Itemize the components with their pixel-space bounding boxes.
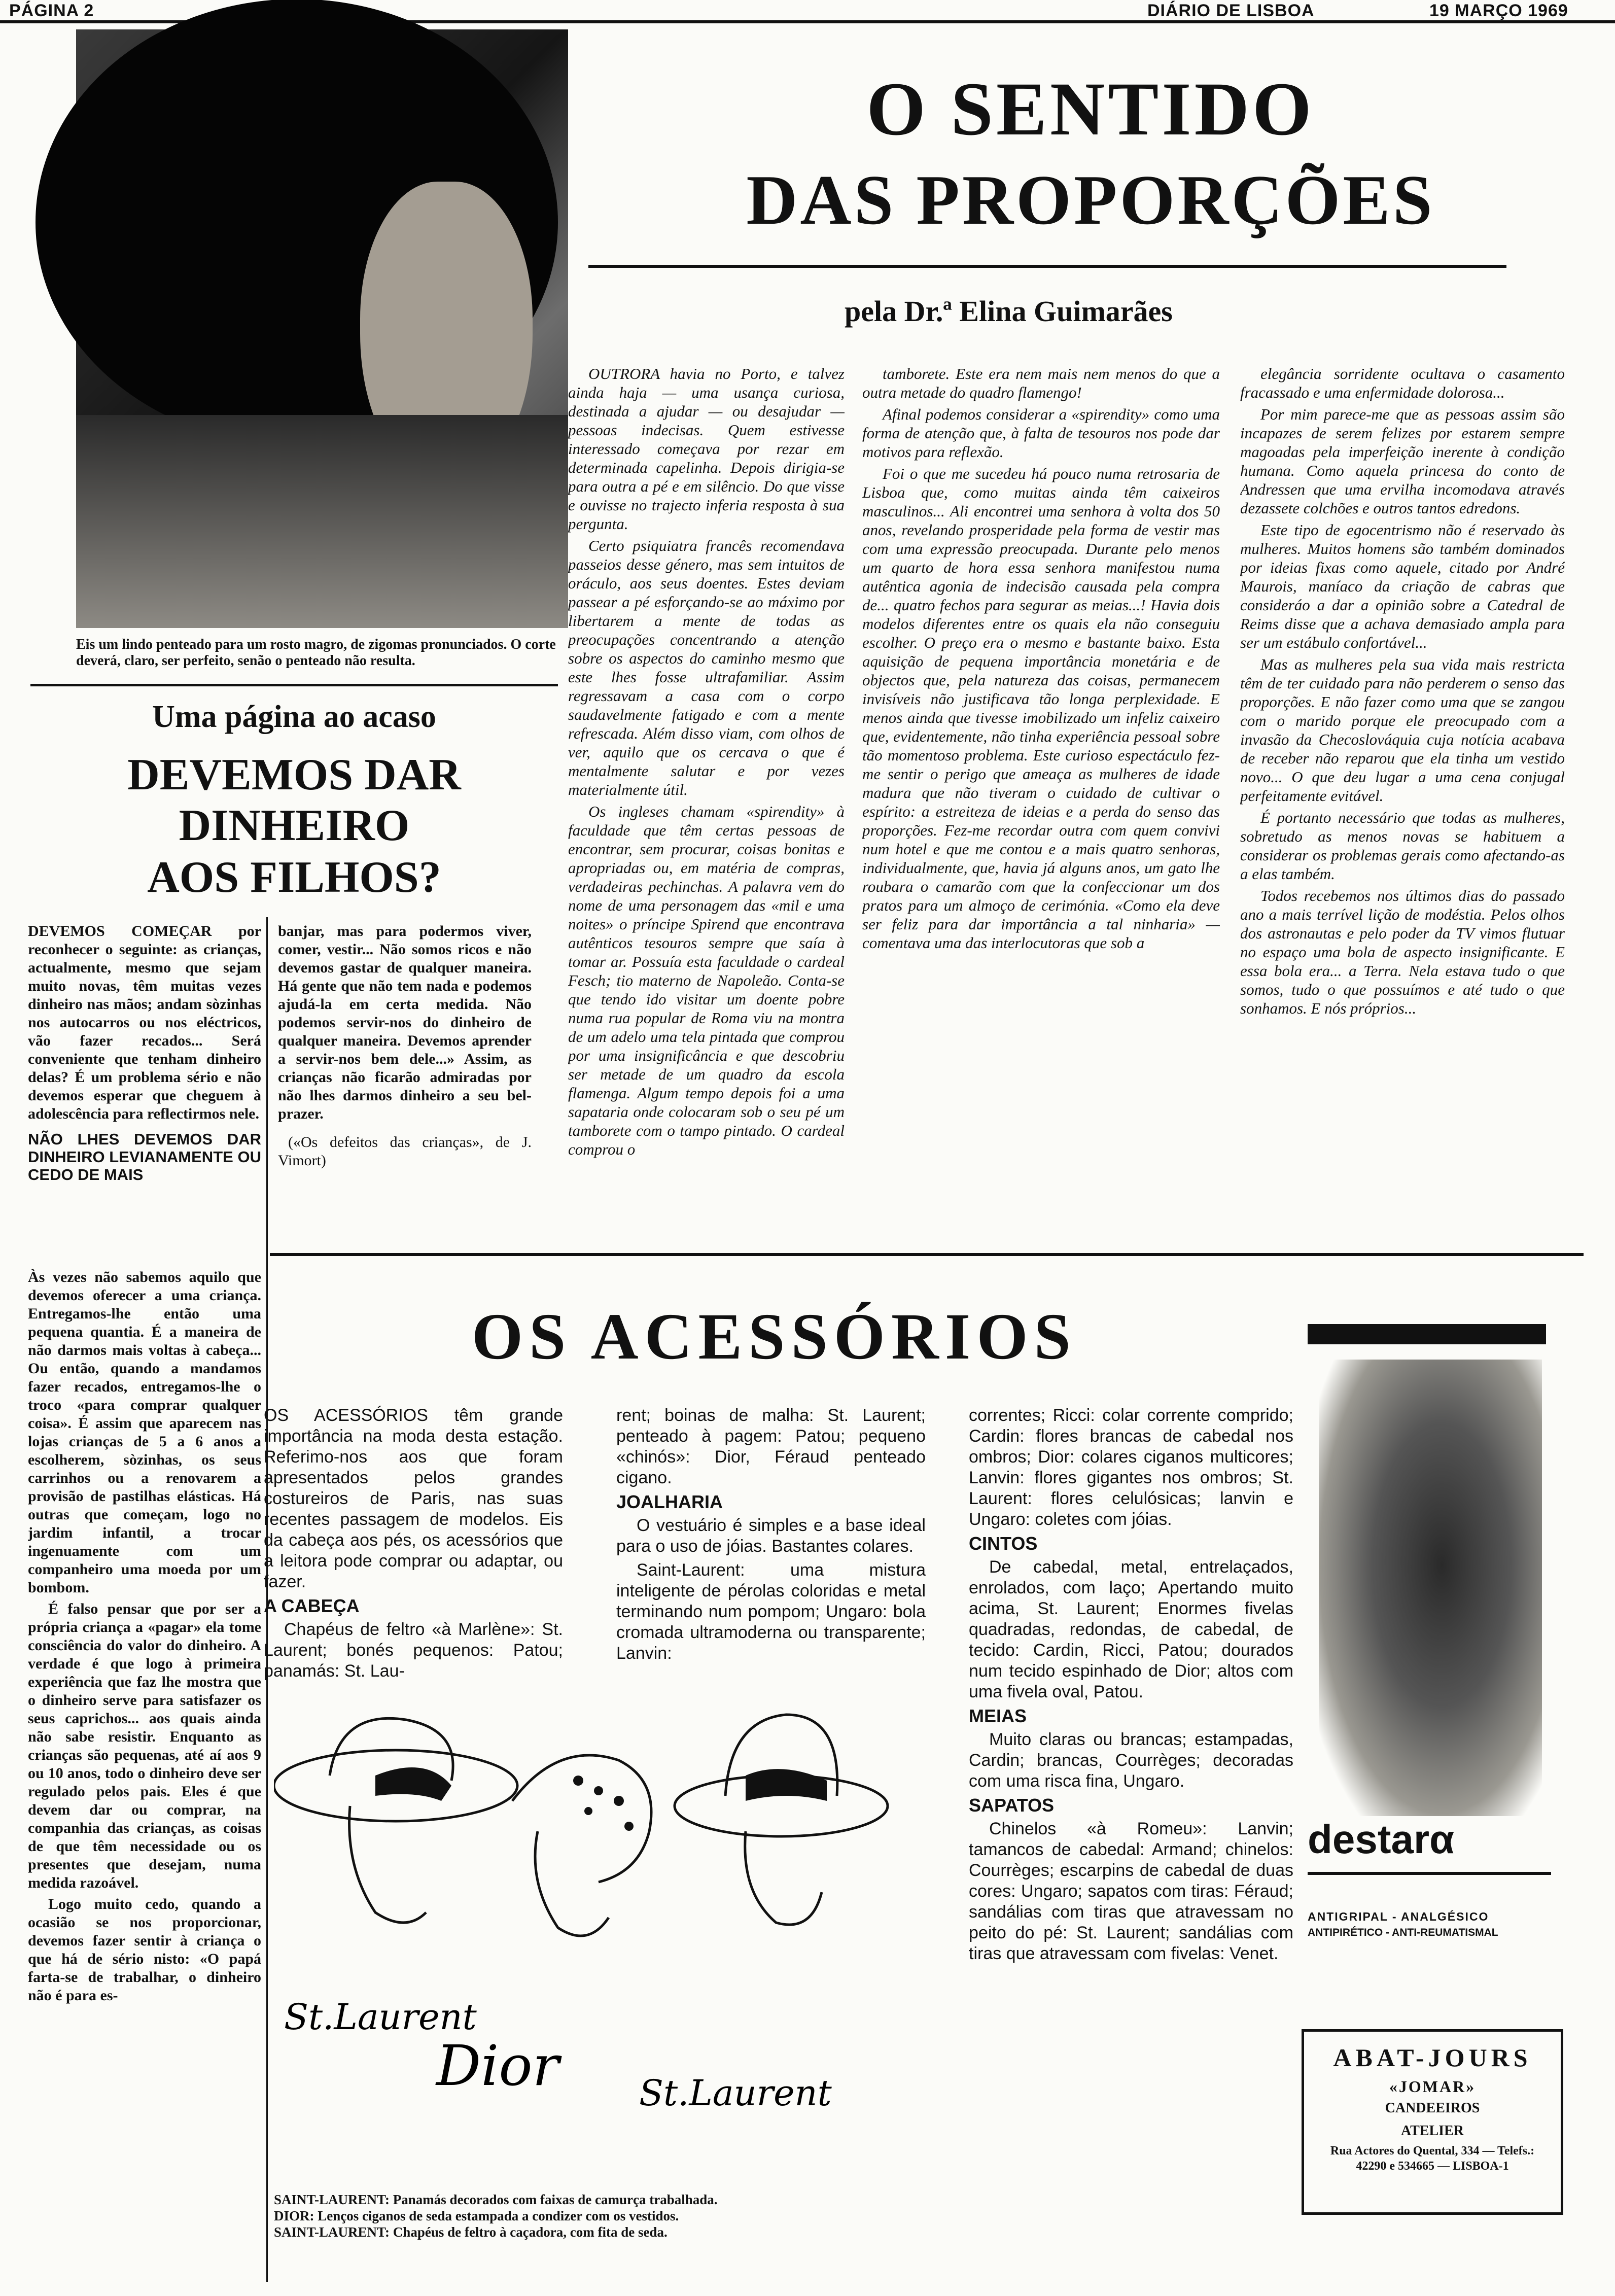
main-article-column-3 — [1240, 364, 1565, 1262]
paragraph: Às vezes não sabemos aquilo que devemos oferecer a uma criança. Entregamos-lhe então uma pequena quantia. É a maneira de não darmos mais voltas à cabeça... Ou então, quando a mandamos fazer recados, entregamos-lhe o troco «para comprar qualquer coisa». É assim que aparecem nas lojas crianças de 5 a 6 anos a escolherem, sòzinhas, os seus carrinhos ou a renovarem a provisão de pastilhas elásticas. Há outras que começam, logo no jardim infantil, a trocar ingenuamente com um companheiro uma moeda por um bombom. — [28, 1269, 261, 1596]
caption-line: SAINT-LAURENT: Panamás decorados com faixas de camurça trabalhada. — [274, 2192, 718, 2207]
ad-brand: destarα — [1308, 1817, 1455, 1862]
accessories-title: OS ACESSÓRIOS — [472, 1300, 1077, 1373]
abat-name: «JOMAR» — [1389, 2077, 1476, 2096]
side-column-a — [28, 922, 261, 1196]
ad-illustration — [1319, 1360, 1542, 1816]
paragraph: rent; boinas de malha: St. Laurent; penteado à pagem: Patou; pequeno «chinós»: Dior, Féraud penteado cigano. — [616, 1406, 926, 1487]
paragraph: É falso pensar que por ser a própria criança a «pagar» ela tome consciência do valor do dinheiro. A verdade é que logo à primeira experiência que faz lhe mostra que o dinheiro serve para satisfazer os seus caprichos... aos quais ainda não sabe resistir. Enquanto as crianças são pequenas, até aí aos 9 ou 10 anos, todo o dinheiro deve ser regulado pelos pais. Eles é que devem dar ou comprar, na companhia das crianças, as coisas de que têm necessidade ou os presentes que desejam, numa medida razoável. — [28, 1601, 261, 1891]
paragraph: Saint-Laurent: uma mistura inteligente de pérolas coloridas e metal terminando num pompom; Ungaro: bola cromada ultramoderna ou transparente; Lanvin: — [616, 1560, 926, 1663]
face-outline-2 — [535, 1831, 609, 1936]
section-heading: SAPATOS — [969, 1795, 1055, 1816]
section-rule — [270, 1253, 1584, 1256]
main-title-line1: O SENTIDO — [866, 67, 1315, 151]
fashion-illustration — [274, 1699, 954, 2181]
issue-date: 19 MARÇO 1969 — [1429, 1, 1568, 20]
paragraph: correntes; Ricci: colar corrente comprido; Cardin: flores brancas de cabedal nos ombros; Dior: colares ciganos multicores; Lanvin: flores gigantes nos ombros; St. Laurent: flores celulósicas; lanvin e Ungaro: coletes com jóias. — [969, 1406, 1293, 1529]
paragraph: Mas as mulheres pela sua vida mais restricta têm de ter cuidado para não perderem o senso das proporções. E não fazer como uma que se zangou com o marido porque ele preocupado com a invasão da Checoslováquia cuja notícia acabava de receber não reparou que ela tinha um vestido novo... O que deu lugar a uma cena conjugal perfeitamente evitável. — [1240, 655, 1565, 805]
caption-line: SAINT-LAURENT: Chapéus de feltro à caçadora, com fita de seda. — [274, 2224, 668, 2240]
paragraph: É portanto necessário que todas as mulheres, sobretudo as menos novas se habituem a considerar os problemas gerais como afectando-as a elas também. — [1240, 809, 1565, 883]
signature-st-laurent-2: St.Laurent — [639, 2072, 832, 2114]
ad-tagline-2: ANTIPIRÉTICO - ANTI-REUMATISMAL — [1308, 1927, 1498, 1938]
paragraph: Os ingleses chamam «spirendity» à faculdade que têm certas pessoas de encontrar, sem procurar, coisas bonitas e apropriadas ou, em matéria de compras, verdadeiras pechinchas. A palavra vem do nome de uma personagem das «mil e uma noites» o príncipe Spirend que encontrava autênticos tesouros sempre que saía à tomar ar. Possuía esta faculdade o cardeal Fesch; tio materno de Napoleão. Conta-se que tendo ido visitar um doente pobre numa rua popular de Roma viu na montra de um adelo uma tela pintada que comprou por uma insignificância e que descobriu ser metade de um quadro da escola flamenga. Algum tempo depois foi a uma sapataria onde colocaram sob o seu pé um tamborete com o tampo pintado. O cardeal comprou o — [568, 803, 845, 1158]
ad-banner-bar — [1308, 1324, 1546, 1344]
paragraph: Este tipo de egocentrismo não é reservado às mulheres. Muitos homens são também dominados por ideias fixas como aquele, citado por André Maurois, maníaco da criação de cabras que consideráo a dar a opinião sobre a Catedral de Reims disse que a achava demasiado ampla para ser um estábulo confortável... — [1240, 521, 1565, 651]
portrait-photo — [76, 29, 568, 628]
signature-st-laurent-1: St.Laurent — [284, 1996, 477, 2038]
abat-atelier: ATELIER — [1401, 2123, 1464, 2139]
main-title-line2: DAS PROPORÇÕES — [746, 161, 1435, 239]
scarf-outline — [512, 1755, 651, 1882]
accessories-column-2 — [616, 1405, 926, 1730]
title-rule — [588, 265, 1506, 268]
side-title-line1: DEVEMOS DAR — [127, 750, 461, 799]
side-title-line2: DINHEIRO — [179, 801, 410, 850]
hat-shadow-2 — [746, 1769, 827, 1801]
abat-address: Rua Actores do Quental, 334 — Telefs.: 42290 e 534665 — LISBOA-1 — [1330, 2144, 1535, 2173]
main-article-column-1 — [568, 364, 845, 1262]
paragraph: Chinelos «à Romeu»: Lanvin; tamancos de cabedal: Armand; chinelos: Courrèges; escarpins de cabedal de duas cores: Ungaro; sapatos com tiras: Féraud; sandálias com tiras que atravessam no peito do pé: St. Laurent; sandálias com tiras que atravessam com fivelas: Venet. — [969, 1819, 1293, 1963]
main-article-column-2 — [862, 364, 1220, 1262]
section-heading: JOALHARIA — [616, 1491, 723, 1512]
abat-title: ABAT-JOURS — [1333, 2043, 1532, 2072]
side-kicker: Uma página ao acaso — [152, 700, 436, 734]
side-column-b — [278, 922, 532, 1206]
paragraph: Foi o que me sucedeu há pouco numa retrosaria de Lisboa que, como muitas ainda têm caixeiros masculinos... Ali encontrei uma senhora à volta dos 50 anos, revelando prosperidade pela forma de vestir mas com uma expressão preocupada. Durante pelo menos um quarto de hora essa senhora manifestou numa autêntica agonia de indecisão causada pela compra de... quatro fechos para segurar as meias...! Havia dois modelos diferentes entre os quais ela não conseguiu escolher. O preço era o mesmo e bastante baixo. Esta aquisição de pequena importância monetária e de objectos que, pela natureza das coisas, permanecem invisíveis não justificava tão longa perplexidade. E menos ainda que tivesse imobilizado um infeliz caixeiro que, evidentemente, não tinha experiência pessoal sobre tão momentoso problema. Este curioso espectáculo fez-me sentir o perigo que ameaça as mulheres de idade madura que não tiveram o cuidado de cultivar o espírito: a estreiteza de ideias e a perda do senso das proporções. Fez-me recordar outra com quem convivi num hotel e que me contou e a mais quatro senhoras, individualmente, que, havia já alguns anos, um gato lhe roubara o camarão com que la confeccionar um dos pratos para um almoço de cerimónia. «Como ela deve ser feliz para dar importância a tal ninharia» — comentava uma das interlocutoras que sob a — [862, 465, 1220, 952]
ad-tagline-1: ANTIGRIPAL - ANALGÉSICO — [1308, 1910, 1489, 1923]
abat-jours-ad — [1302, 2029, 1563, 2215]
paragraph: DEVEMOS COMEÇAR por reconhecer o seguinte: as crianças, actualmente, mesmo que sejam muito novas, têm muitas vezes dinheiro nas mãos; andam sòzinhas nos autocarros ou nos eléctricos, vão fazer recados... Será conveniente que tenham dinheiro delas? É um problema sério e não devemos esperar que cheguem à adolescência para reflectirmos nele. — [28, 923, 261, 1122]
page-number: PÁGINA 2 — [9, 1, 94, 20]
paragraph: banjar, mas para podermos viver, comer, vestir... Não somos ricos e não devemos gastar de qualquer maneira. Há gente que não tem nada e podemos ajudá-la em certa medida. Não podemos servir-nos do dinheiro de qualquer maneira. Devemos aprender a servir-nos bem dele...» Assim, as crianças não ficarão admiradas por não lhes darmos dinheiro a seu bel-prazer. — [278, 923, 532, 1122]
face-outline-3 — [745, 1831, 822, 1925]
paragraph: Todos recebemos nos últimos dias do passado ano a mais terrível lição de modéstia. Pelos olhos dos astronautas e pelo poder da TV vimos flutuar no espaço uma bola de aspecto insignificante. E essa bola era... a Terra. Nela estava tudo o que somos, tudo o que possuímos e até tudo o que sonhamos. E nós próprios... — [1240, 887, 1565, 1017]
accessories-column-3 — [969, 1405, 1293, 2197]
section-heading: MEIAS — [969, 1706, 1027, 1726]
caption-line: DIOR: Lenços ciganos de seda estampada a condizer com os vestidos. — [274, 2208, 679, 2223]
photo-caption: Eis um lindo penteado para um rosto magro, de zigomas pronunciados. O corte deverá, claro, ser perfeito, senão o penteado não resulta. — [76, 637, 556, 669]
byline: pela Dr.ª Elina Guimarães — [845, 295, 1173, 328]
face-outline-1 — [349, 1806, 426, 1923]
paragraph: OS ACESSÓRIOS têm grande importância na moda desta estação. Referimo-nos aos que foram apresentados pelos grandes costureiros de Paris, nas suas recentes passagem de modelos. Eis da cabeça aos pés, os acessórios que a leitora pode comprar ou adaptar, ou fazer. — [264, 1406, 563, 1591]
ad-rule — [1308, 1872, 1551, 1875]
side-title-line3: AOS FILHOS? — [147, 853, 441, 902]
paragraph: elegância sorridente ocultava o casamento fracassado e uma enfermidade dolorosa... — [1240, 365, 1565, 401]
side-subhead: NÃO LHES DEVEMOS DAR DINHEIRO LEVIANAMENTE OU CEDO DE MAIS — [28, 1130, 261, 1184]
section-heading: A CABEÇA — [264, 1595, 360, 1616]
signature-dior: Dior — [436, 2033, 559, 2098]
paragraph: Afinal podemos considerar a «spirendity» como uma forma de atenção que, à falta de tesouros nos pode dar motivos para reflexão. — [862, 405, 1220, 461]
paragraph: Por mim parece-me que as pessoas assim são incapazes de serem felizes por estarem sempre magoadas pela imperfeição inerente à condição humana. Como aquela princesa do conto de Andressen que uma ervilha incomodava através dezassete colchões e outros tantos edredons. — [1240, 405, 1565, 517]
side-column-c — [28, 1268, 261, 2283]
paragraph: OUTRORA havia no Porto, e talvez ainda haja — uma usança curiosa, destinada a ajudar — ou desajudar — pessoas indecisas. Quem estivesse interessado começava por rezar em determinada capelinha. Depois dirigia-se para outra a pé e em silêncio. Do que visse e ouvisse no trajecto inferia resposta à sua pergunta. — [568, 365, 845, 533]
abat-sub: CANDEEIROS — [1385, 2100, 1480, 2116]
illustration-caption — [274, 2191, 974, 2240]
newspaper-name: DIÁRIO DE LISBOA — [1147, 1, 1315, 20]
paragraph: O vestuário é simples e a base ideal para o uso de jóias. Bastantes colares. — [616, 1516, 926, 1556]
paragraph: Logo muito cedo, quando a ocasião se nos proporcionar, devemos fazer sentir à criança o que há de sério nisto: «O papá farta-se de trabalhar, o dinheiro não é para es- — [28, 1896, 261, 2004]
rule — [30, 684, 558, 686]
paragraph: De cabedal, metal, entrelaçados, enrolados, com laço; Apertando muito acima, St. Laurent; Enormes fivelas quadradas, redondas, de cabedal, de tecido: Cardin, Ricci, Patou; dourados num tecido espinhado de Dior; altos com uma fivela oval, Patou. — [969, 1557, 1293, 1701]
accessories-column-1 — [264, 1405, 563, 1740]
source-credit: («Os defeitos das crianças», de J. Vimort) — [278, 1134, 532, 1169]
paragraph: Certo psiquiatra francês recomendava passeios desse género, mas sem intuitos de oráculo, aos seus doentes. Estes deviam passear a pé esforçando-se ao máximo por libertarem a mente de todas as preocupações concentrando a atenção sobre os aspectos do caminho mesmo que este lhes fosse ultrafamiliar. Assim regressavam a casa com o corpo saudavelmente fatigado e com a mente refrescada. Além disso viam, com olhos de ver, aquilo que os cercava o que é mentalmente salutar e por vezes materialmente útil. — [568, 537, 845, 798]
paragraph: Muito claras ou brancas; estampadas, Cardin; brancas, Courrèges; decoradas com uma risca fina, Ungaro. — [969, 1730, 1293, 1791]
hat-shadow-1 — [375, 1767, 451, 1801]
paragraph: Chapéus de feltro «à Marlène»: St. Laurent; bonés pequenos: Patou; panamás: St. Lau- — [264, 1620, 563, 1681]
section-heading: CINTOS — [969, 1533, 1038, 1554]
paragraph: tamborete. Este era nem mais nem menos do que a outra metade do quadro flamengo! — [862, 365, 1220, 401]
